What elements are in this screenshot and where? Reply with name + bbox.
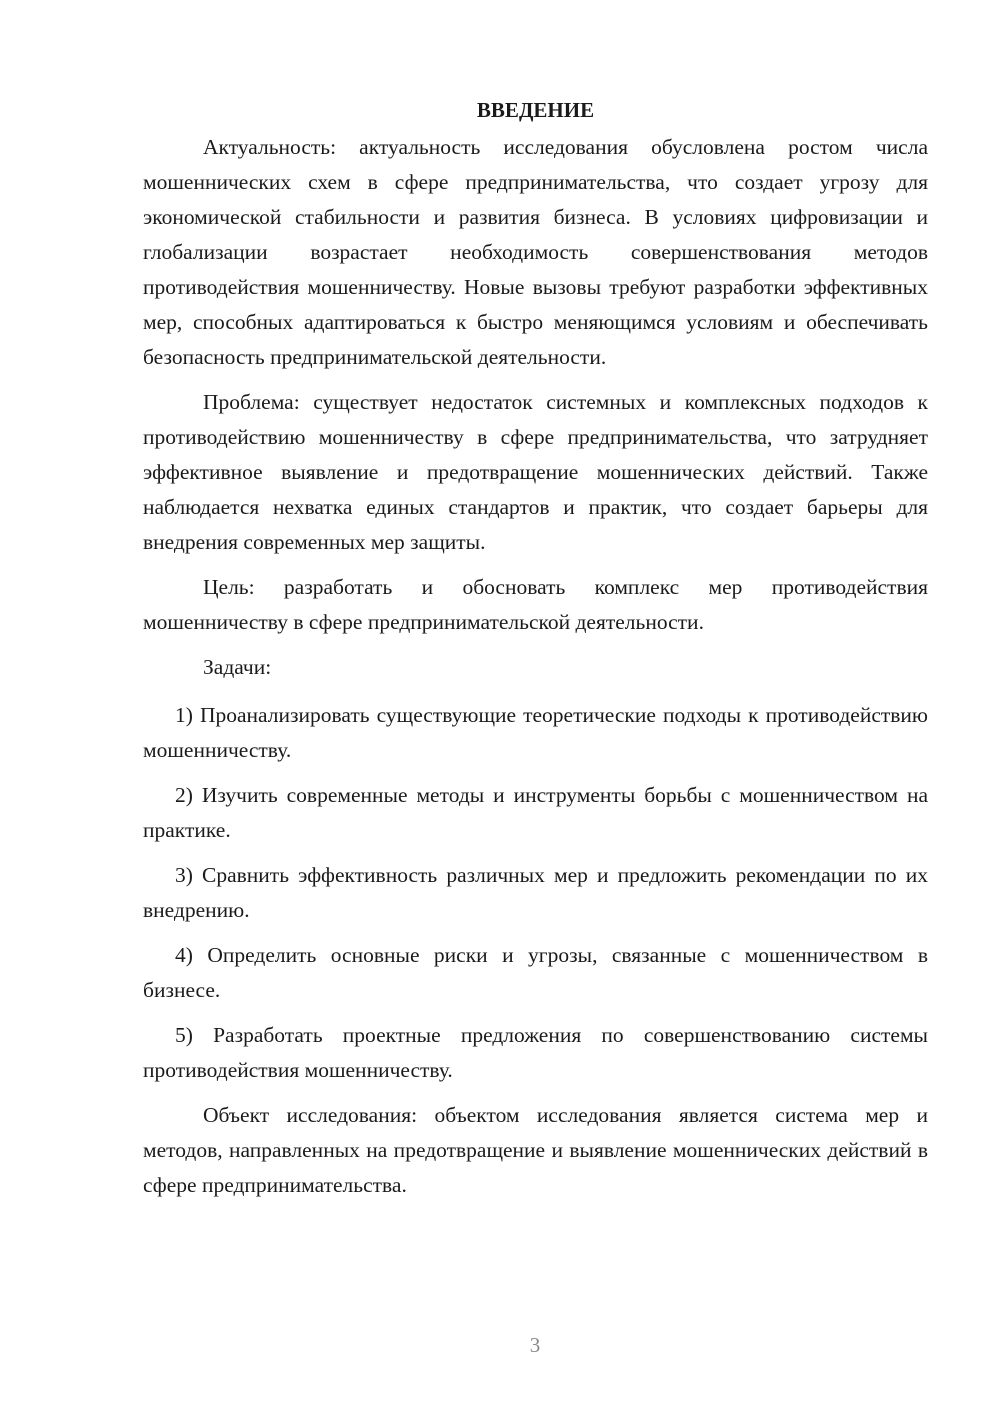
task-item-5: 5) Разработать проектные предложения по совершенствованию системы противодействия мошенничеству. xyxy=(143,1023,928,1082)
page-content xyxy=(143,92,928,1203)
task-item-4: 4) Определить основные риски и угрозы, связанные с мошенничеством в бизнесе. xyxy=(143,943,928,1002)
problem-paragraph: Проблема: существует недостаток системных и комплексных подходов к противодействию мошенничеству в сфере предпринимательства, что затрудняет эффективное выявление и предотвращение мошеннических действий. Также наблюдается нехватка единых стандартов и практик, что создает барьеры для внедрения современных мер защиты. xyxy=(143,390,928,554)
section-heading: ВВЕДЕНИЕ xyxy=(476,98,595,122)
tasks-label: Задачи: xyxy=(203,655,272,679)
object-paragraph: Объект исследования: объектом исследования является система мер и методов, направленных на предотвращение и выявление мошеннических действий в сфере предпринимательства. xyxy=(143,1103,928,1197)
task-item-1: 1) Проанализировать существующие теоретические подходы к противодействию мошенничеству. xyxy=(143,703,928,762)
task-item-2: 2) Изучить современные методы и инструменты борьбы с мошенничеством на практике. xyxy=(143,783,928,842)
relevance-paragraph: Актуальность: актуальность исследования обусловлена ростом числа мошеннических схем в сфере предпринимательства, что создает угрозу для экономической стабильности и развития бизнеса. В условиях цифровизации и глобализации возрастает необходимость совершенствования методов противодействия мошенничеству. Новые вызовы требуют разработки эффективных мер, способных адаптироваться к быстро меняющимся условиям и обеспечивать безопасность предпринимательской деятельности. xyxy=(143,135,928,369)
page-number: 3 xyxy=(529,1333,541,1357)
goal-paragraph: Цель: разработать и обосновать комплекс мер противодействия мошенничеству в сфере предпринимательской деятельности. xyxy=(143,575,928,634)
task-item-3: 3) Сравнить эффективность различных мер и предложить рекомендации по их внедрению. xyxy=(143,863,928,922)
